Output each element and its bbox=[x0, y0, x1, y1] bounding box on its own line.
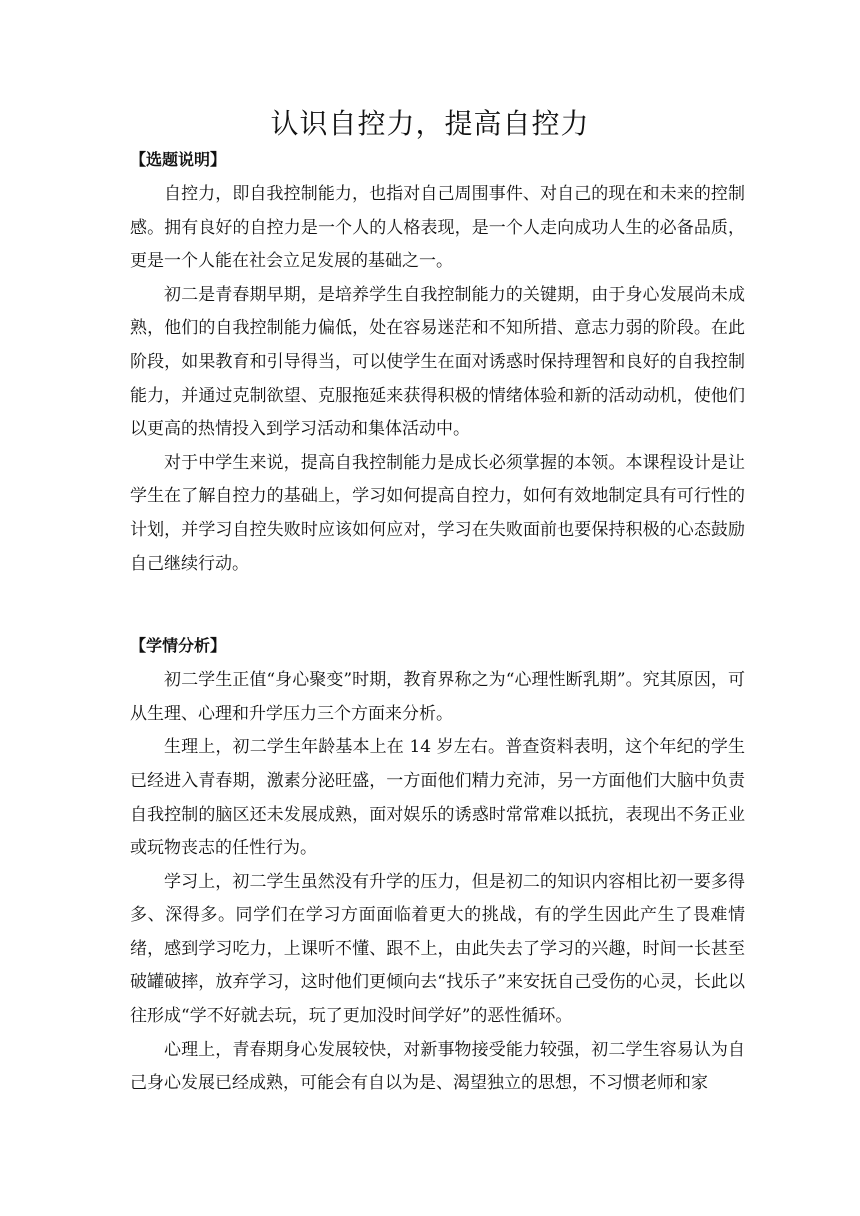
paragraph: 自控力，即自我控制能力，也指对自己周围事件、对自己的现在和未来的控制感。拥有良好的自控力是一个人的人格表现，是一个人走向成功人生的必备品质，更是一个人能在社会立足发展的基础之一。 bbox=[130, 184, 745, 272]
paragraph: 学习上，初二学生虽然没有升学的压力，但是初二的知识内容相比初一要多得多、深得多。同学们在学习方面面临着更大的挑战，有的学生因此产生了畏难情绪，感到学习吃力，上课听不懂、跟不上，由此失去了学习的兴趣，时间一长甚至破罐破摔，放弃学习，这时他们更倾向去“找乐子”来安抚自己受伤的心灵，长此以往形成“学不好就去玩，玩了更加没时间学好”的恶性循环。 bbox=[130, 871, 745, 1027]
paragraph: 对于中学生来说，提高自我控制能力是成长必须掌握的本领。本课程设计是让学生在了解自控力的基础上，学习如何提高自控力，如何有效地制定具有可行性的计划，并学习自控失败时应该如何应对，学习在失败面前也要保持积极的心态鼓励自己继续行动。 bbox=[130, 452, 745, 574]
paragraph: 心理上，青春期身心发展较快，对新事物接受能力较强，初二学生容易认为自己身心发展已经成熟，可能会有自以为是、渴望独立的思想，不习惯老师和家 bbox=[130, 1039, 745, 1094]
paragraph: 初二学生正值“身心聚变”时期，教育界称之为“心理性断乳期”。究其原因，可从生理、心理和升学压力三个方面来分析。 bbox=[130, 670, 745, 724]
section-topic-explanation bbox=[130, 145, 745, 581]
section-heading: 【选题说明】 bbox=[130, 150, 227, 169]
section-heading: 【学情分析】 bbox=[130, 636, 227, 656]
section-student-analysis bbox=[130, 631, 745, 1101]
paragraph: 初二是青春期早期，是培养学生自我控制能力的关键期，由于身心发展尚未成熟，他们的自我控制能力偏低，处在容易迷茫和不知所措、意志力弱的阶段。在此阶段，如果教育和引导得当，可以使学生在面对诱惑时保持理智和良好的自我控制能力，并通过克制欲望、克服拖延来获得积极的情绪体验和新的活动动机，使他们以更高的热情投入到学习活动和集体活动中。 bbox=[130, 284, 745, 440]
section-spacer bbox=[130, 581, 745, 631]
paragraph: 生理上，初二学生年龄基本上在 14 岁左右。普查资料表明，这个年纪的学生已经进入青春期，激素分泌旺盛，一方面他们精力充沛，另一方面他们大脑中负责自我控制的脑区还未发展成熟，面对娱乐的诱惑时常常难以抵抗，表现出不务正业或玩物丧志的任性行为。 bbox=[130, 737, 745, 859]
document-body bbox=[130, 145, 745, 1101]
document-title: 认识自控力，提高自控力 bbox=[270, 107, 590, 140]
